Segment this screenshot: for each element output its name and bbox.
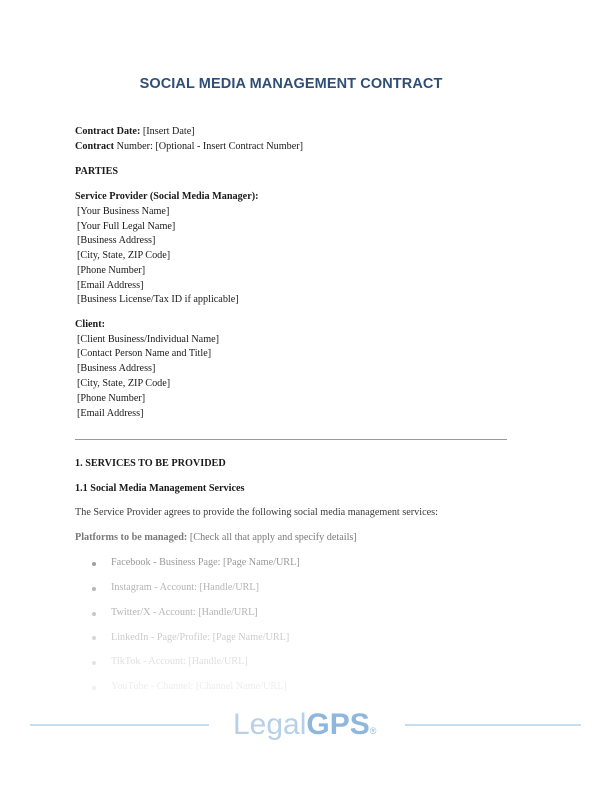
bullet-icon xyxy=(92,686,96,690)
client-line: [Phone Number] xyxy=(77,393,146,404)
bullet-icon xyxy=(92,636,96,640)
platform-item: Instagram - Account: [Handle/URL] xyxy=(111,582,259,593)
client-line: [Client Business/Individual Name] xyxy=(77,334,220,345)
logo-gps-text: GPS xyxy=(306,708,370,741)
contract-date-label: Contract Date: xyxy=(75,126,141,137)
document-title: SOCIAL MEDIA MANAGEMENT CONTRACT xyxy=(139,76,443,92)
bullet-icon xyxy=(92,587,96,591)
client-line: [City, State, ZIP Code] xyxy=(77,378,171,389)
platforms-line xyxy=(75,531,357,544)
registered-mark-icon: ® xyxy=(369,726,377,736)
platform-item: Facebook - Business Page: [Page Name/URL] xyxy=(111,557,300,568)
section-1-1-intro: The Service Provider agrees to provide the following social media management services: xyxy=(75,507,438,518)
provider-line: [Phone Number] xyxy=(77,265,146,276)
provider-heading: Service Provider (Social Media Manager): xyxy=(75,191,259,202)
client-line: [Business Address] xyxy=(77,363,156,374)
bullet-icon xyxy=(92,562,96,566)
client-line: [Email Address] xyxy=(77,408,144,419)
section-1-1-heading: 1.1 Social Media Management Services xyxy=(75,483,245,494)
contract-date-line xyxy=(75,125,195,138)
platform-item: TikTok - Account: [Handle/URL] xyxy=(111,656,248,667)
bullet-icon xyxy=(92,612,96,616)
platforms-label: Platforms to be managed: xyxy=(75,532,188,543)
legalgps-logo xyxy=(233,704,376,746)
section-divider xyxy=(75,439,507,440)
provider-line: [Your Full Legal Name] xyxy=(77,221,176,232)
platforms-note: [Check all that apply and specify details] xyxy=(187,532,357,543)
footer-rule-right xyxy=(405,724,581,726)
contract-number-line xyxy=(75,140,303,153)
section-1-heading: 1. SERVICES TO BE PROVIDED xyxy=(75,458,226,469)
provider-line: [City, State, ZIP Code] xyxy=(77,250,171,261)
platform-item: Twitter/X - Account: [Handle/URL] xyxy=(111,607,258,618)
contract-date-value: [Insert Date] xyxy=(140,126,195,137)
client-heading: Client: xyxy=(75,319,105,330)
provider-line: [Your Business Name] xyxy=(77,206,170,217)
bullet-icon xyxy=(92,661,96,665)
platform-item: YouTube - Channel: [Channel Name/URL] xyxy=(111,681,287,692)
provider-line: [Business Address] xyxy=(77,235,156,246)
provider-line: [Email Address] xyxy=(77,280,144,291)
contract-number-label: Contract xyxy=(75,141,115,152)
platform-item: LinkedIn - Page/Profile: [Page Name/URL] xyxy=(111,632,290,643)
logo-legal-text: Legal xyxy=(233,708,307,741)
provider-line: [Business License/Tax ID if applicable] xyxy=(77,294,239,305)
contract-number-value: Number: [Optional - Insert Contract Number] xyxy=(114,141,304,152)
footer-rule-left xyxy=(30,724,209,726)
parties-heading: PARTIES xyxy=(75,166,119,177)
client-line: [Contact Person Name and Title] xyxy=(77,348,212,359)
